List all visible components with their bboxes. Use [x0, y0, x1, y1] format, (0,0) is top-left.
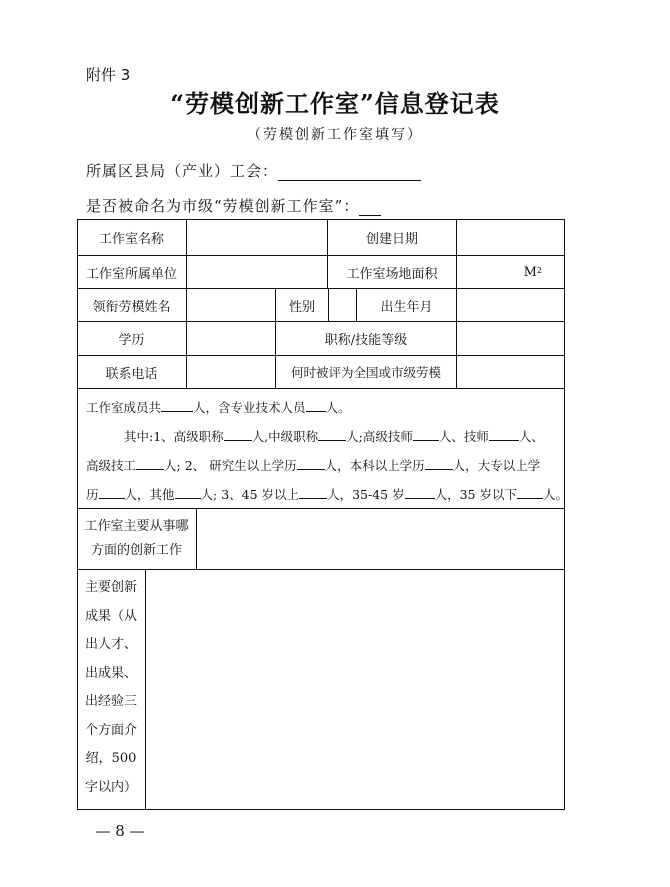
members-line-4	[86, 480, 568, 509]
other-edu-blank[interactable]	[175, 484, 201, 499]
age-35-45-blank[interactable]	[405, 484, 435, 499]
founded-date-value[interactable]	[457, 219, 565, 256]
members-line-2	[86, 422, 558, 451]
members-line2-end: 人、	[518, 429, 544, 444]
achievements-label-line: 主要创新	[84, 580, 137, 595]
affiliated-unit-label: 工作室所属单位	[77, 256, 187, 289]
title-skill-value[interactable]	[457, 322, 565, 356]
technician-blank[interactable]	[489, 426, 519, 441]
page-number: — 8 —	[95, 822, 145, 840]
page-subtitle: （劳模创新工作室填写）	[247, 127, 423, 143]
technician-label: 人、技师	[438, 429, 489, 444]
founded-date-label: 创建日期	[328, 219, 457, 256]
phone-label: 联系电话	[77, 356, 187, 389]
senior-technician-blank[interactable]	[413, 426, 439, 441]
achievements-label-line: 出经验三	[84, 694, 137, 709]
members-line-1	[86, 393, 558, 422]
members-total-label: 工作室成员共	[86, 400, 162, 415]
leader-name-label: 领衔劳模姓名	[77, 289, 187, 322]
members-line1-end: 人。	[325, 400, 351, 415]
senior-technician-label: 人;高级技师	[346, 429, 413, 444]
gender-value[interactable]	[329, 289, 357, 322]
main-work-label-line1: 工作室主要从事哪	[84, 519, 189, 534]
achievements-label	[77, 570, 146, 810]
postgrad-blank[interactable]	[297, 455, 325, 470]
attachment-label: 附件 3	[86, 66, 131, 84]
area-unit: M	[523, 264, 537, 280]
union-field	[86, 160, 421, 181]
college-label: 人，大专以上学	[452, 458, 541, 473]
senior-worker-label: 高级技工	[86, 458, 137, 473]
age-over45-label: 人; 3、45 岁以上	[200, 487, 300, 502]
education-value[interactable]	[187, 322, 276, 356]
achievements-label-line: 出人才、	[84, 637, 137, 652]
senior-worker-blank[interactable]	[136, 455, 164, 470]
studio-name-value[interactable]	[187, 219, 328, 256]
achievements-label-line: 个方面介	[84, 722, 137, 738]
union-label: 所属区县局（产业）工会：	[86, 162, 279, 180]
age-35-45-label: 人，35-45 岁	[327, 487, 405, 502]
senior-title-blank[interactable]	[224, 426, 252, 441]
education-label: 学历	[77, 322, 187, 356]
area-unit-superscript: 2	[536, 265, 542, 275]
achievements-label-line: 绍，500	[85, 751, 137, 766]
other-edu-label: 人，其他	[124, 487, 175, 502]
achievements-value[interactable]	[146, 570, 565, 810]
members-tech-label: 人，含专业技术人员	[193, 400, 306, 415]
achievements-label-line: 出成果、	[84, 665, 137, 681]
named-field	[86, 195, 381, 216]
leader-name-value[interactable]	[187, 289, 276, 322]
main-work-value[interactable]	[197, 509, 565, 570]
awarded-time-value[interactable]	[457, 356, 565, 389]
bachelor-label: 人，本科以上学历	[324, 458, 425, 473]
union-input-line[interactable]	[278, 165, 421, 181]
achievements-label-line: 成果（从	[84, 608, 137, 624]
area-label: 工作室场地面积	[328, 256, 457, 289]
gender-label: 性别	[276, 289, 329, 322]
senior-title-label: 其中:1、高级职称	[124, 429, 224, 444]
bachelor-blank[interactable]	[425, 455, 453, 470]
postgrad-label: 人; 2、 研究生以上学历	[164, 458, 297, 473]
achievements-label-line: 字以内）	[84, 779, 137, 795]
phone-value[interactable]	[187, 356, 276, 389]
awarded-time-label: 何时被评为全国或市级劳模	[276, 356, 457, 389]
named-label: 是否被命名为市级“劳模创新工作室”：	[86, 197, 360, 215]
age-under35-label: 人，35 岁以下	[434, 487, 517, 502]
page-title: “劳模创新工作室”信息登记表	[170, 89, 500, 118]
age-under35-blank[interactable]	[517, 484, 543, 499]
members-line4-end: 人。	[542, 487, 568, 502]
members-line-3	[86, 451, 558, 480]
birth-label: 出生年月	[357, 289, 457, 322]
main-work-label-line2: 方面的创新工作	[90, 543, 182, 558]
age-over45-blank[interactable]	[299, 484, 327, 499]
members-tech-blank[interactable]	[306, 397, 326, 412]
area-value[interactable]	[457, 256, 565, 289]
college-blank[interactable]	[99, 484, 125, 499]
title-skill-label: 职称/技能等级	[276, 322, 457, 356]
members-total-blank[interactable]	[161, 397, 193, 412]
birth-value[interactable]	[457, 289, 565, 322]
college-label-cont: 历	[86, 487, 99, 502]
members-block	[77, 389, 568, 509]
studio-name-label: 工作室名称	[77, 219, 187, 256]
named-input-line[interactable]	[359, 200, 381, 216]
mid-title-label: 人,中级职称	[251, 429, 319, 444]
main-work-label	[77, 509, 197, 570]
affiliated-unit-value[interactable]	[187, 256, 328, 289]
mid-title-blank[interactable]	[318, 426, 346, 441]
